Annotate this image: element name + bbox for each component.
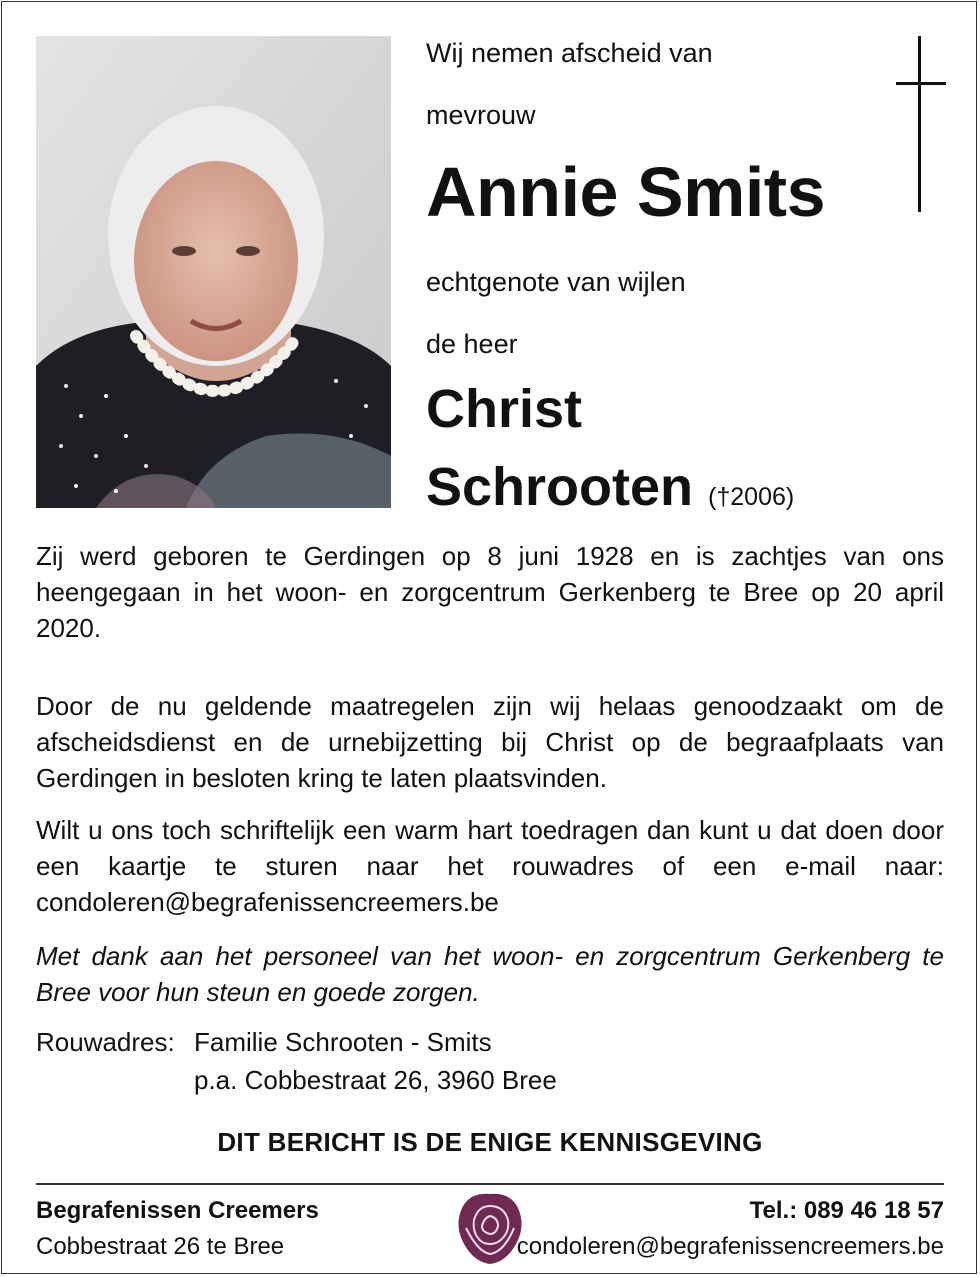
ceremony-paragraph: Door de nu geldende maatregelen zijn wij helaas genoodzaakt om de afscheidsdienst en de urnebijzetting bij Christ op de begraafplaats van Gerdingen in besloten kring te laten plaatsvinden.: [36, 691, 944, 793]
spouse-first-name: Christ: [426, 379, 583, 439]
address-label: Rouwadres:: [36, 1027, 175, 1057]
company-address: Cobbestraat 26 te Bree: [36, 1233, 285, 1260]
footer-divider: [36, 1183, 944, 1185]
cross-icon: [896, 36, 946, 212]
portrait-photo: [36, 36, 391, 508]
spouse-last-line: [426, 455, 794, 529]
birth-paragraph: Zij werd geboren te Gerdingen op 8 juni 1928 en is zachtjes van ons heengegaan in het woon- en zorgcentrum Gerkenberg te Bree op 20 april 2020.: [36, 541, 944, 643]
thanks-paragraph: Met dank aan het personeel van het woon- en zorgcentrum Gerkenberg te Bree voor hun steun en goede zorgen.: [36, 941, 944, 1007]
spouse-last-name: Schrooten: [426, 457, 694, 517]
closing-notice: DIT BERICHT IS DE ENIGE KENNISGEVING: [217, 1127, 763, 1157]
intro-text: Wij nemen afscheid van: [426, 38, 713, 68]
address-line-2: p.a. Cobbestraat 26, 3960 Bree: [194, 1065, 557, 1095]
rose-logo-icon: [452, 1188, 528, 1268]
deceased-name: Annie Smits: [426, 153, 826, 231]
spouse-death-note: (†2006): [708, 483, 795, 511]
company-email: condoleren@begrafenissencreemers.be: [516, 1233, 944, 1260]
relation-text: echtgenote van wijlen: [426, 267, 686, 297]
title-prefix: mevrouw: [426, 100, 536, 130]
address-line-1: Familie Schrooten - Smits: [194, 1027, 492, 1057]
company-name: Begrafenissen Creemers: [36, 1197, 319, 1224]
spouse-prefix: de heer: [426, 329, 518, 359]
condolence-paragraph: Wilt u ons toch schriftelijk een warm hart toedragen dan kunt u dat doen door een kaartje te sturen naar het rouwadres of een e-mail naar: condoleren@begrafenissencreemers.be: [36, 815, 944, 917]
company-phone: Tel.: 089 46 18 57: [749, 1197, 944, 1224]
